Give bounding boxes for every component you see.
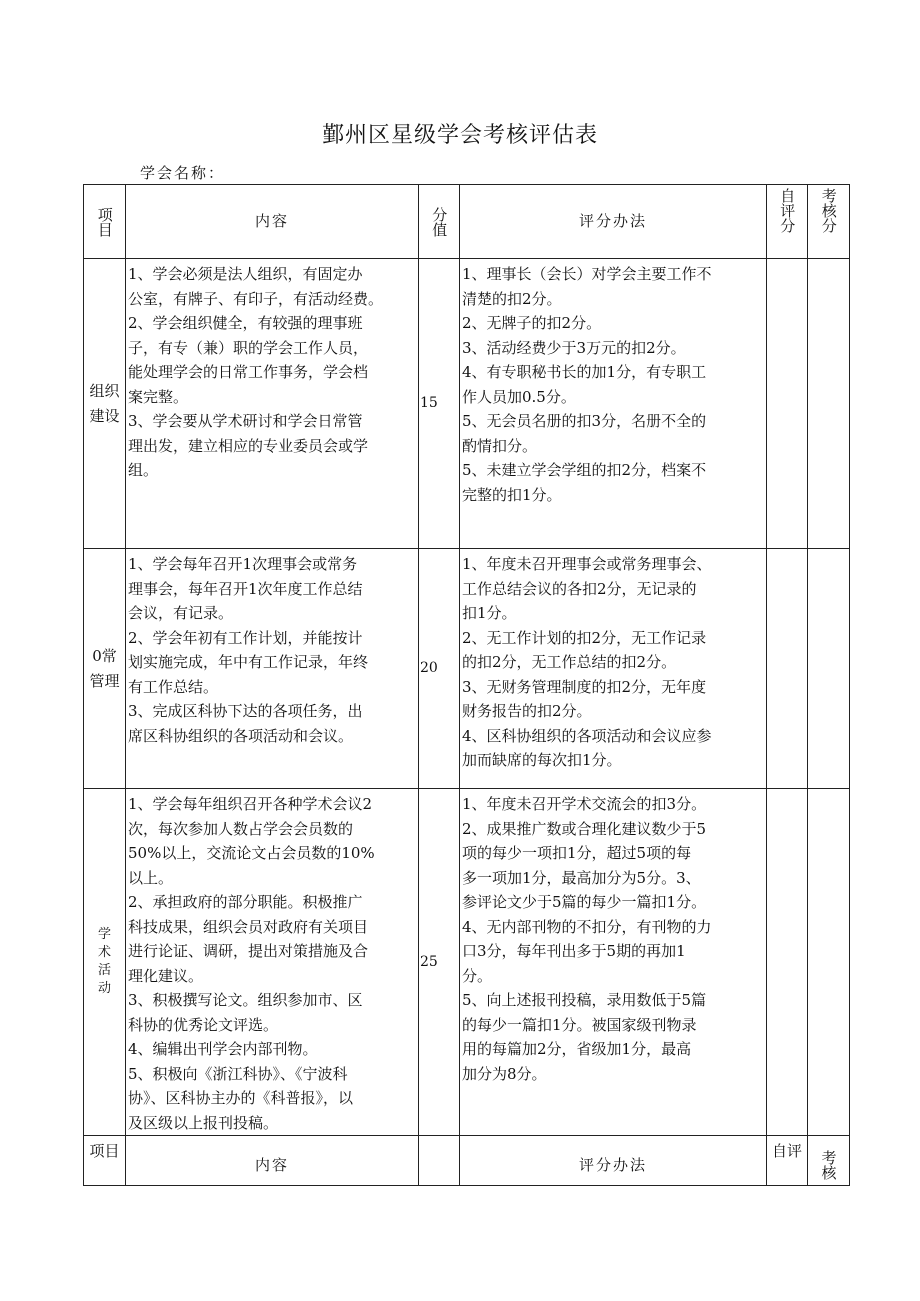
content-line: 进行论证、调研，提出对策措施及合: [128, 942, 369, 960]
footer-points-empty: [419, 1136, 460, 1186]
footer-self-score: 自评: [767, 1136, 808, 1186]
association-name-label: 学会名称：: [140, 164, 226, 182]
content-line: 理事会，每年召开1次年度工作总结: [128, 579, 363, 598]
content-line: 有工作总结。: [128, 677, 219, 696]
category-daily-management: 0常管理: [84, 549, 126, 789]
method-line: 2、成果推广数或合理化建议数少于5: [462, 819, 707, 838]
method-line: 加分为8分。: [462, 1064, 547, 1083]
content-line: 1、学会必须是法人组织，有固定办: [128, 265, 363, 283]
content-line: 公室，有牌子、有印子，有活动经费。: [128, 289, 384, 308]
content-line: 组。: [128, 461, 159, 479]
content-cell: [126, 259, 419, 549]
method-line: 参评论文少于5篇的每少一篇扣1分。: [462, 893, 707, 911]
header-self-score-text: 自评分: [778, 188, 797, 233]
method-line: 1、理事长（会长）对学会主要工作不: [462, 265, 712, 283]
method-line: 清楚的扣2分。: [462, 289, 562, 308]
method-line: 5、向上述报刊投稿，录用数低于5篇: [462, 991, 707, 1009]
table-header-row: [84, 185, 850, 259]
method-line: 项的每少一项扣1分，超过5项的每: [462, 844, 692, 862]
content-line: 科技成果，组织会员对政府有关项目: [128, 917, 369, 936]
header-review-score-text: 考核分: [819, 188, 838, 233]
content-line: 席区科协组织的各项活动和会议。: [128, 726, 354, 745]
content-line: 3、学会要从学术研讨和学会日常管: [128, 412, 363, 430]
content-line: 能处理学会的日常工作事务，学会档: [128, 363, 369, 381]
content-line: 次，每次参加人数占学会会员数的: [128, 819, 354, 838]
method-line: 作人员加0.5分。: [462, 387, 576, 406]
method-line: 的每少一篇扣1分。被国家级刊物录: [462, 1015, 697, 1034]
content-line: 2、学会年初有工作计划，并能按计: [128, 628, 363, 647]
header-item: 项目: [84, 185, 126, 259]
table-row: [84, 549, 850, 789]
method-line: 4、无内部刊物的不扣分，有刊物的力: [462, 917, 712, 936]
content-line: 3、完成区科协下达的各项任务，出: [128, 702, 363, 720]
content-line: 4、编辑出刊学会内部刊物。: [128, 1040, 318, 1058]
footer-item: 项目: [84, 1136, 126, 1186]
content-line: 5、积极向《浙江科协》、《宁波科: [128, 1064, 348, 1083]
table-row: [84, 259, 850, 549]
method-cell: [460, 259, 767, 549]
footer-review-score-cell: [808, 1136, 850, 1186]
self-score-cell[interactable]: [767, 549, 808, 789]
content-line: 理出发，建立相应的专业委员会或学: [128, 436, 369, 455]
method-line: 财务报告的扣2分。: [462, 702, 592, 720]
content-line: 1、学会每年召开1次理事会或常务: [128, 555, 358, 573]
category-academic-activities: 学术活动: [84, 789, 126, 1136]
method-line: 加而缺席的每次扣1分。: [462, 751, 622, 769]
method-line: 工作总结会议的各扣2分，无记录的: [462, 579, 697, 598]
content-line: 理化建议。: [128, 966, 204, 985]
content-line: 2、承担政府的部分职能。积极推广: [128, 893, 363, 911]
method-lines: [462, 262, 765, 507]
self-score-cell[interactable]: [767, 789, 808, 1136]
points-value: 25: [419, 789, 460, 1136]
page-title: 鄞州区星级学会考核评估表: [321, 123, 598, 148]
footer-review-score: 考核: [819, 1150, 838, 1180]
table-row: [84, 789, 850, 1136]
content-line: 划实施完成，年中有工作记录，年终: [128, 653, 369, 671]
method-line: 1、年度未召开理事会或常务理事会、: [462, 555, 712, 573]
method-line: 2、无工作计划的扣2分，无工作记录: [462, 628, 707, 647]
content-line: 50%以上，交流论文占会员数的10%: [128, 844, 375, 862]
points-value: 15: [419, 259, 460, 549]
content-line: 子，有专（兼）职的学会工作人员，: [128, 338, 369, 357]
content-lines: [128, 262, 417, 483]
content-line: 会议，有记录。: [128, 604, 234, 622]
self-score-cell[interactable]: [767, 259, 808, 549]
content-line: 及区级以上报刊投稿。: [128, 1113, 279, 1132]
review-score-cell[interactable]: [808, 549, 850, 789]
review-score-cell[interactable]: [808, 259, 850, 549]
method-line: 酌情扣分。: [462, 436, 538, 455]
footer-header-row: [84, 1136, 850, 1186]
method-cell: [460, 789, 767, 1136]
method-line: 4、区科协组织的各项活动和会议应参: [462, 726, 712, 745]
header-points: 分值: [419, 185, 460, 259]
points-value: 20: [419, 549, 460, 789]
content-line: 以上。: [128, 868, 174, 887]
method-line: 分。: [462, 966, 493, 985]
content-line: 1、学会每年组织召开各种学术会议2: [128, 795, 373, 813]
footer-content: 内容: [126, 1136, 419, 1186]
content-line: 2、学会组织健全，有较强的理事班: [128, 314, 363, 332]
content-line: 协》、区科协主办的《科普报》，以: [128, 1089, 354, 1107]
content-line: 科协的优秀论文评选。: [128, 1015, 279, 1034]
method-line: 多一项加1分，最高加分为5分。3、: [462, 868, 701, 887]
method-line: 4、有专职秘书长的加1分，有专职工: [462, 363, 707, 381]
method-line: 扣1分。: [462, 604, 517, 622]
method-line: 口3分，每年刊出多于5期的再加1: [462, 942, 686, 960]
method-lines: [462, 792, 765, 1086]
method-line: 3、活动经费少于3万元的扣2分。: [462, 338, 686, 357]
content-lines: [128, 552, 417, 748]
header-self-score: [767, 185, 808, 259]
method-cell: [460, 549, 767, 789]
content-lines: [128, 792, 417, 1135]
method-line: 完整的扣1分。: [462, 485, 562, 504]
header-method: 评分办法: [460, 185, 767, 259]
review-score-cell[interactable]: [808, 789, 850, 1136]
evaluation-table: [83, 184, 850, 1186]
method-line: 3、无财务管理制度的扣2分，无年度: [462, 677, 707, 696]
method-line: 用的每篇加2分，省级加1分，最高: [462, 1040, 692, 1058]
method-line: 5、未建立学会学组的扣2分，档案不: [462, 461, 707, 479]
content-line: 案完整。: [128, 387, 189, 406]
method-line: 1、年度未召开学术交流会的扣3分。: [462, 795, 707, 813]
method-line: 5、无会员名册的扣3分，名册不全的: [462, 412, 707, 430]
category-organization: 组织建设: [84, 259, 126, 549]
method-line: 2、无牌子的扣2分。: [462, 314, 602, 332]
header-content: 内容: [126, 185, 419, 259]
content-line: 3、积极撰写论文。组织参加市、区: [128, 991, 363, 1009]
header-review-score: [808, 185, 850, 259]
content-cell: [126, 789, 419, 1136]
method-line: 的扣2分，无工作总结的扣2分。: [462, 653, 677, 671]
footer-method: 评分办法: [460, 1136, 767, 1186]
method-lines: [462, 552, 765, 773]
content-cell: [126, 549, 419, 789]
